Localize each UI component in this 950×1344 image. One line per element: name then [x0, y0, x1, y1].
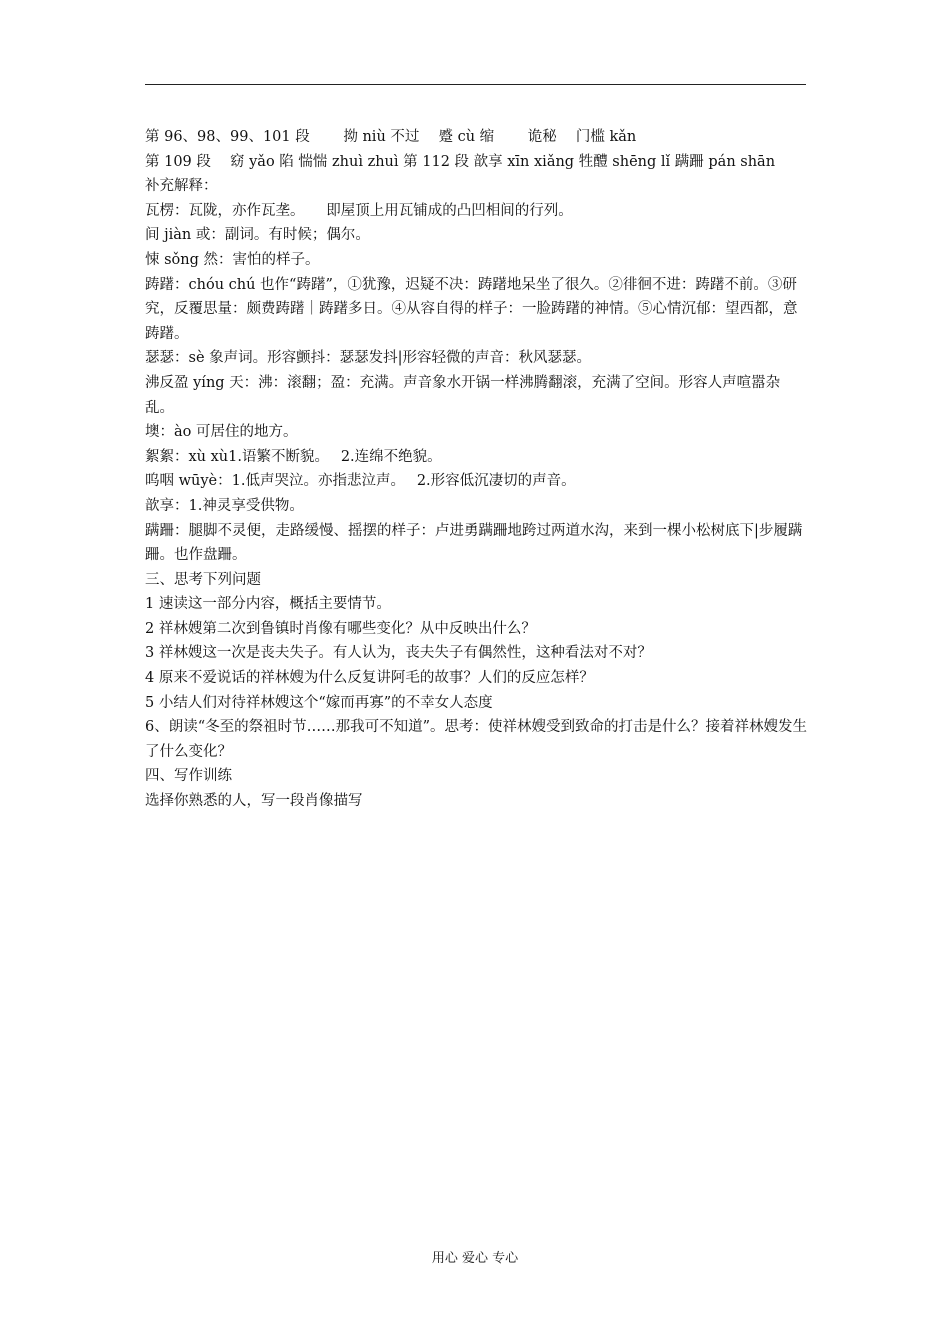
- definition-feifanyingtian: 沸反盈 yíng 天：沸：滚翻；盈：充满。声音象水开锅一样沸腾翻滚，充满了空间。形容人声喧嚣杂乱。: [145, 374, 781, 416]
- definition-xinxiang: 歆享：1.神灵享受供物。: [145, 497, 304, 514]
- page-footer: 用心 爱心 专心: [431, 1251, 519, 1266]
- definition-panshan: 蹒跚：腿脚不灵便，走路缓慢、摇摆的样子：卢进勇蹒跚地跨过两道水沟，来到一棵小松树底下|步履蹒跚。也作盘跚。: [145, 522, 803, 564]
- definition-walong: 瓦楞：瓦陇，亦作瓦垄。 即屋顶上用瓦铺成的凸凹相间的行列。: [145, 202, 573, 219]
- question-5: 5 小结人们对待祥林嫂这个“嫁而再寡”的不幸女人态度: [145, 694, 493, 711]
- definition-jianhuo: 间 jiàn 或：副词。有时候；偶尔。: [145, 227, 370, 244]
- definition-wuye: 呜咽 wūyè：1.低声哭泣。亦指悲泣声。 2.形容低沉凄切的声音。: [145, 473, 576, 490]
- definition-sese: 瑟瑟：sè 象声词。形容颤抖：瑟瑟发抖|形容轻微的声音：秋风瑟瑟。: [145, 350, 592, 367]
- question-1: 1 速读这一部分内容，概括主要情节。: [145, 596, 391, 613]
- definition-ao: 墺：ào 可居住的地方。: [145, 424, 298, 441]
- writing-task: 选择你熟悉的人，写一段肖像描写: [145, 793, 363, 810]
- vocab-line-2: 第 109 段 窈 yǎo 陷 惴惴 zhuì zhuì 第 112 段 歆享 xīn xiǎng 牲醴 shēng lǐ 蹒跚 pán shān: [145, 153, 776, 170]
- question-3: 3 祥林嫂这一次是丧夫失子。有人认为，丧夫失子有偶然性，这种看法对不对？: [145, 645, 652, 662]
- definition-songran: 悚 sǒng 然：害怕的样子。: [145, 251, 320, 268]
- definition-chouchu: 踌躇：chóu chú 也作“踌躇”，①犹豫，迟疑不决：踌躇地呆坐了很久。②徘徊不进：踌躇不前。③研究，反覆思量：颇费踌躇｜踌躇多日。④从容自得的样子：一脸踌躇的神情。⑤心情沉郁：望西都，意踌躇。: [145, 276, 798, 342]
- question-2: 2 祥林嫂第二次到鲁镇时肖像有哪些变化？从中反映出什么？: [145, 620, 536, 637]
- definition-xuxu: 絮絮：xù xù1.语繁不断貌。 2.连绵不绝貌。: [145, 448, 442, 465]
- section-heading-writing: 四、写作训练: [145, 768, 232, 785]
- question-4: 4 原来不爱说话的祥林嫂为什么反复讲阿毛的故事？人们的反应怎样？: [145, 670, 594, 687]
- section-heading-supplement: 补充解释：: [145, 178, 218, 195]
- header-rule: [145, 84, 806, 85]
- question-6: 6、朗读“冬至的祭祖时节……那我可不知道”。思考：使祥林嫂受到致命的打击是什么？接着祥林嫂发生了什么变化？: [145, 719, 808, 760]
- vocab-line-1: 第 96、98、99、101 段 拗 niù 不过 蹙 cù 缩 诡秘 门槛 kǎn: [145, 129, 637, 145]
- document-body: [145, 125, 809, 814]
- section-heading-questions: 三、思考下列问题: [145, 571, 261, 588]
